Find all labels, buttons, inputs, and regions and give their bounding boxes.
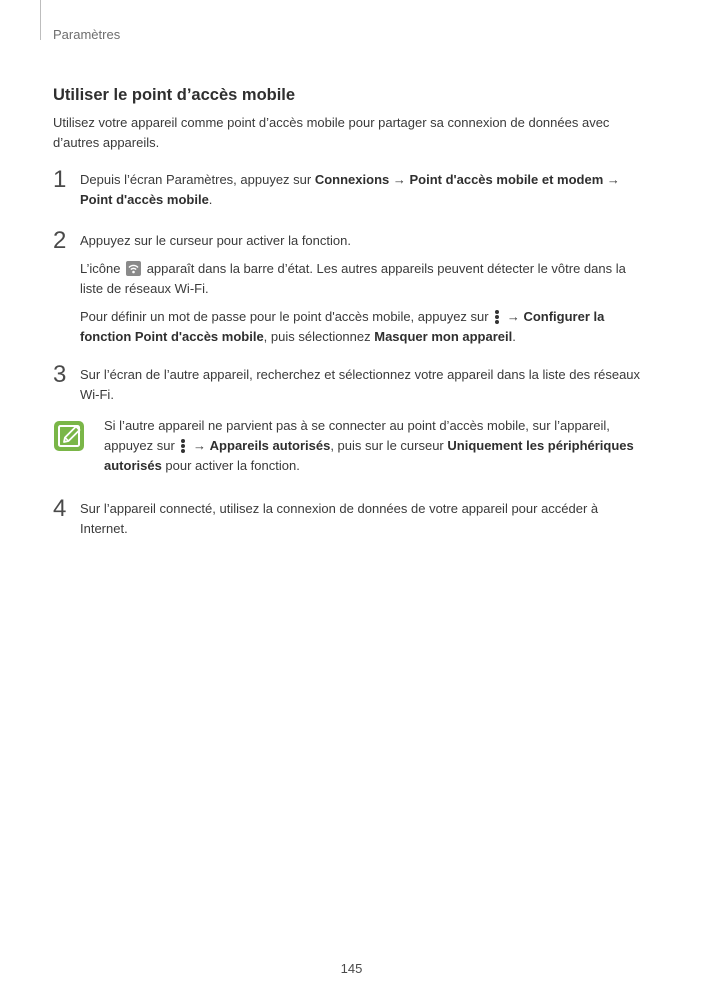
step-number: 2: [53, 227, 67, 254]
kebab-menu-icon: [179, 438, 187, 454]
step-body: [80, 499, 648, 539]
note-pencil-icon: [53, 420, 85, 452]
step-number: 3: [53, 361, 67, 388]
step-4-text: Sur l’appareil connecté, utilisez la connexion de données de votre appareil pour accéder à Internet.: [80, 501, 599, 536]
step-3: [53, 361, 653, 405]
step-body: [80, 365, 648, 405]
kebab-menu-icon: [493, 309, 501, 325]
page-number: 145: [340, 961, 363, 976]
note-box: [53, 416, 653, 476]
note-text: Si l’autre appareil ne parvient pas à se connecter au point d’accès mobile, sur l’appareil, appuyez sur → Appareils autorisés, puis sur le curseur Uniquement les périphériques autorisés pour activer la fonction.: [104, 418, 634, 473]
section-intro: Utilisez votre appareil comme point d’accès mobile pour partager sa connexion de données avec d’autres appareils.: [53, 115, 610, 150]
step-body: [80, 170, 648, 210]
header-rule: [40, 0, 41, 40]
step-number: 1: [53, 166, 67, 193]
step-2-password-text: Pour définir un mot de passe pour le point d'accès mobile, appuyez sur → Configurer la fonction Point d'accès mobile, puis sélectionnez Masquer mon appareil.: [80, 309, 605, 344]
step-3-text: Sur l’écran de l’autre appareil, recherchez et sélectionnez votre appareil dans la liste des réseaux Wi-Fi.: [80, 367, 641, 402]
step-body: [80, 231, 648, 347]
step-2: [53, 227, 653, 347]
step-1: [53, 166, 653, 210]
step-2-text: Appuyez sur le curseur pour activer la fonction.: [80, 233, 351, 248]
step-4: [53, 495, 653, 539]
step-2-status-text: L’icône apparaît dans la barre d’état. Les autres appareils peuvent détecter le vôtre dans la liste de réseaux Wi-Fi.: [80, 261, 626, 296]
header-label: Paramètres: [53, 27, 121, 42]
hotspot-icon: [126, 261, 141, 276]
step-number: 4: [53, 495, 67, 522]
section-title: Utiliser le point d’accès mobile: [53, 86, 296, 104]
step-1-text: Depuis l’écran Paramètres, appuyez sur Connexions → Point d'accès mobile et modem → Point d'accès mobile.: [80, 172, 620, 207]
